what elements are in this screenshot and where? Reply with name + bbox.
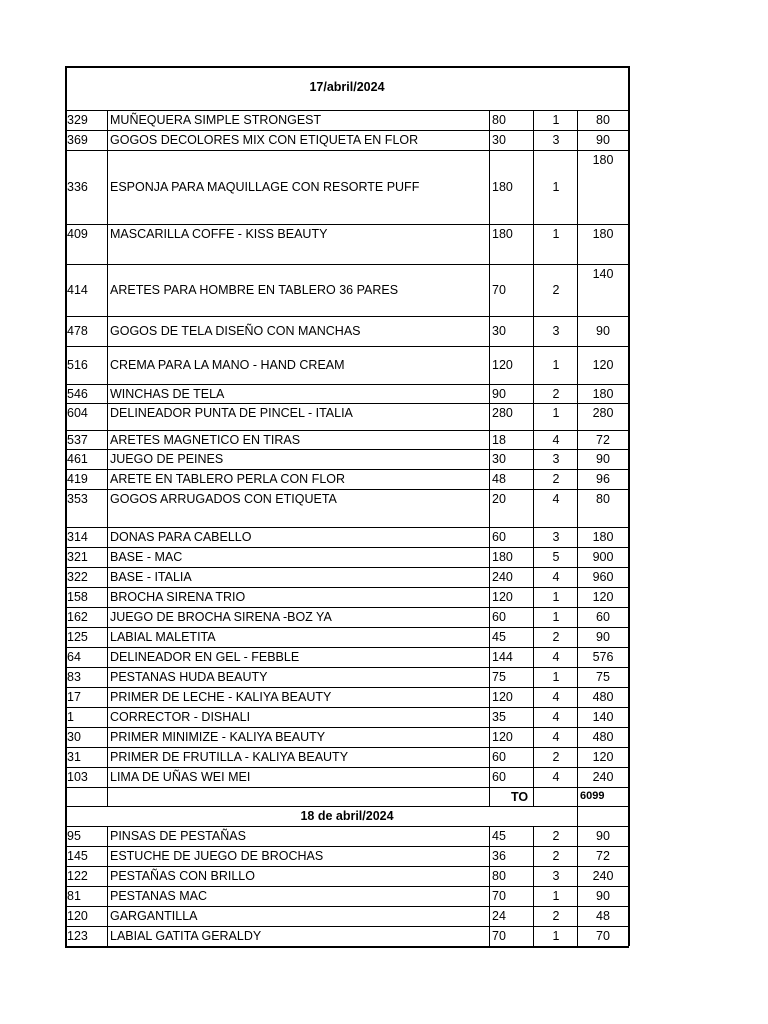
table-row: [65, 449, 629, 469]
cell-qty: 3: [552, 530, 560, 544]
cell-price: 45: [492, 829, 506, 843]
cell-code: 369: [67, 133, 88, 147]
cell-code: 516: [67, 358, 88, 372]
cell-price: 120: [492, 730, 513, 744]
cell-desc: ARETE EN TABLERO PERLA CON FLOR: [110, 472, 346, 486]
row-border: [65, 607, 629, 608]
cell-code: 461: [67, 452, 88, 466]
cell-tot: 80: [596, 113, 610, 127]
cell-code: 546: [67, 387, 88, 401]
table-row: [65, 316, 629, 346]
cell-desc: PINSAS DE PESTAÑAS: [110, 829, 246, 843]
column-divider: [489, 826, 490, 946]
cell-desc: ARETES PARA HOMBRE EN TABLERO 36 PARES: [110, 283, 399, 297]
cell-qty: 2: [552, 387, 560, 401]
table-border-bottom: [65, 946, 629, 948]
row-border: [65, 150, 629, 151]
cell-desc: LABIAL MALETITA: [110, 630, 216, 644]
column-divider: [533, 826, 534, 946]
table-row: [65, 587, 629, 607]
column-divider: [533, 110, 534, 806]
cell-price: 60: [492, 770, 506, 784]
cell-desc: PESTANAS HUDA BEAUTY: [110, 670, 268, 684]
cell-desc: BASE - MAC: [110, 550, 183, 564]
table-row: [65, 926, 629, 946]
row-border: [65, 707, 629, 708]
table-border-top: [65, 66, 629, 68]
cell-qty: 2: [552, 750, 560, 764]
cell-price: 90: [492, 387, 506, 401]
cell-qty: 3: [552, 324, 560, 338]
cell-tot: 72: [596, 433, 610, 447]
cell-desc: MASCARILLA COFFE - KISS BEAUTY: [110, 227, 328, 241]
cell-qty: 1: [552, 406, 560, 420]
cell-desc: WINCHAS DE TELA: [110, 387, 225, 401]
row-border: [65, 926, 629, 927]
cell-qty: 4: [552, 730, 560, 744]
column-divider: [107, 110, 108, 806]
row-border: [65, 469, 629, 470]
cell-code: 95: [67, 829, 81, 843]
cell-tot: 900: [592, 550, 614, 564]
cell-price: 120: [492, 590, 513, 604]
cell-desc: DELINEADOR EN GEL - FEBBLE: [110, 650, 300, 664]
row-border: [65, 489, 629, 490]
table-border-right: [628, 66, 630, 946]
table-row: [65, 826, 629, 846]
row-border: [65, 384, 629, 385]
cell-tot: 70: [596, 929, 610, 943]
cell-desc: LIMA DE UÑAS WEI MEI: [110, 770, 251, 784]
table-row: [65, 264, 629, 316]
table-row: [65, 403, 629, 430]
cell-code: 353: [67, 492, 88, 506]
table-row: [65, 846, 629, 866]
cell-tot: 90: [596, 889, 610, 903]
table-border-left: [65, 66, 67, 946]
cell-tot: 280: [592, 406, 614, 420]
cell-code: 604: [67, 406, 88, 420]
cell-code: 409: [67, 227, 88, 241]
section-title: 18 de abril/2024: [300, 809, 394, 823]
cell-price: 180: [492, 180, 513, 194]
cell-tot: 960: [592, 570, 614, 584]
cell-qty: 4: [552, 690, 560, 704]
cell-price: 180: [492, 227, 513, 241]
cell-desc: CREMA PARA LA MANO - HAND CREAM: [110, 358, 345, 372]
cell-code: 158: [67, 590, 88, 604]
table-row: [65, 430, 629, 449]
cell-code: 120: [67, 909, 88, 923]
cell-tot: 140: [592, 710, 614, 724]
row-border: [65, 316, 629, 317]
cell-tot: 480: [592, 690, 614, 704]
cell-price: 45: [492, 630, 506, 644]
table-row: [65, 607, 629, 627]
table-row: [65, 110, 629, 130]
table-row: [65, 627, 629, 647]
cell-code: 145: [67, 849, 88, 863]
cell-tot: 180: [592, 153, 614, 167]
cell-price: 36: [492, 849, 506, 863]
cell-qty: 3: [552, 452, 560, 466]
cell-desc: JUEGO DE PEINES: [110, 452, 224, 466]
cell-price: 24: [492, 909, 506, 923]
cell-qty: 1: [552, 610, 560, 624]
cell-desc: MUÑEQUERA SIMPLE STRONGEST: [110, 113, 322, 127]
cell-price: 144: [492, 650, 513, 664]
cell-qty: 1: [552, 113, 560, 127]
cell-price: 20: [492, 492, 506, 506]
cell-price: 60: [492, 750, 506, 764]
cell-desc: BASE - ITALIA: [110, 570, 192, 584]
table-row: [65, 346, 629, 384]
cell-qty: 4: [552, 570, 560, 584]
cell-code: 31: [67, 750, 81, 764]
cell-tot: 180: [592, 227, 614, 241]
cell-qty: 1: [552, 889, 560, 903]
cell-code: 162: [67, 610, 88, 624]
cell-desc: ARETES MAGNETICO EN TIRAS: [110, 433, 301, 447]
table-row: [65, 747, 629, 767]
table-row: [65, 866, 629, 886]
cell-desc: PESTANAS MAC: [110, 889, 208, 903]
table-row: [65, 224, 629, 264]
cell-tot: 80: [596, 492, 610, 506]
cell-tot: 48: [596, 909, 610, 923]
column-divider: [489, 110, 490, 806]
cell-desc: CORRECTOR - DISHALI: [110, 710, 251, 724]
cell-code: 419: [67, 472, 88, 486]
cell-desc: JUEGO DE BROCHA SIRENA -BOZ YA: [110, 610, 332, 624]
row-border: [65, 747, 629, 748]
cell-price: 80: [492, 869, 506, 883]
cell-desc: BROCHA SIRENA TRIO: [110, 590, 246, 604]
cell-qty: 2: [552, 909, 560, 923]
cell-qty: 1: [552, 929, 560, 943]
cell-desc: GARGANTILLA: [110, 909, 198, 923]
table-row: [65, 567, 629, 587]
row-border: [65, 110, 629, 111]
cell-code: 81: [67, 889, 81, 903]
cell-price: 75: [492, 670, 506, 684]
cell-code: 83: [67, 670, 81, 684]
cell-code: 122: [67, 869, 88, 883]
cell-tot: 240: [592, 869, 614, 883]
row-border: [65, 767, 629, 768]
cell-tot: 72: [596, 849, 610, 863]
table-row: [65, 727, 629, 747]
cell-tot: 120: [592, 590, 614, 604]
cell-qty: 4: [552, 433, 560, 447]
cell-tot: 96: [596, 472, 610, 486]
cell-qty: 1: [552, 670, 560, 684]
cell-qty: 1: [552, 358, 560, 372]
cell-tot: 120: [592, 358, 614, 372]
cell-qty: 4: [552, 710, 560, 724]
row-border: [65, 346, 629, 347]
cell-tot: 90: [596, 452, 610, 466]
table-row: [65, 469, 629, 489]
row-border: [65, 403, 629, 404]
cell-desc: ESTUCHE DE JUEGO DE BROCHAS: [110, 849, 324, 863]
cell-code: 125: [67, 630, 88, 644]
column-divider: [577, 826, 578, 946]
row-border: [65, 787, 629, 788]
row-border: [65, 587, 629, 588]
cell-code: 64: [67, 650, 81, 664]
cell-qty: 2: [552, 472, 560, 486]
column-divider: [107, 826, 108, 946]
row-border: [65, 886, 629, 887]
cell-code: 336: [67, 180, 88, 194]
cell-code: 123: [67, 929, 88, 943]
cell-price: 30: [492, 452, 506, 466]
cell-desc: DONAS PARA CABELLO: [110, 530, 252, 544]
cell-price: 60: [492, 530, 506, 544]
cell-qty: 3: [552, 869, 560, 883]
cell-desc: GOGOS DE TELA DISEÑO CON MANCHAS: [110, 324, 361, 338]
row-border: [65, 130, 629, 131]
cell-tot: 60: [596, 610, 610, 624]
section-title: 17/abril/2024: [309, 80, 385, 94]
row-border: [65, 866, 629, 867]
cell-price: 70: [492, 283, 506, 297]
cell-qty: 2: [552, 283, 560, 297]
row-border: [65, 687, 629, 688]
table-row: [65, 384, 629, 403]
cell-code: 414: [67, 283, 88, 297]
cell-price: 70: [492, 929, 506, 943]
row-border: [65, 567, 629, 568]
cell-qty: 4: [552, 770, 560, 784]
cell-tot: 90: [596, 133, 610, 147]
cell-price: 30: [492, 133, 506, 147]
cell-desc: GOGOS ARRUGADOS CON ETIQUETA: [110, 492, 337, 506]
cell-code: 322: [67, 570, 88, 584]
table-row: [65, 547, 629, 567]
cell-tot: 240: [592, 770, 614, 784]
cell-desc: PRIMER DE LECHE - KALIYA BEAUTY: [110, 690, 332, 704]
cell-tot: 120: [592, 750, 614, 764]
table-row: [65, 647, 629, 667]
cell-qty: 2: [552, 829, 560, 843]
cell-qty: 4: [552, 650, 560, 664]
column-divider: [577, 806, 578, 826]
cell-price: 280: [492, 406, 513, 420]
cell-desc: ESPONJA PARA MAQUILLAGE CON RESORTE PUFF: [110, 180, 420, 194]
cell-qty: 2: [552, 630, 560, 644]
row-border: [65, 647, 629, 648]
cell-tot: 140: [592, 267, 614, 281]
cell-code: 17: [67, 690, 81, 704]
cell-code: 329: [67, 113, 88, 127]
cell-tot: 480: [592, 730, 614, 744]
row-border: [65, 727, 629, 728]
cell-tot: 90: [596, 324, 610, 338]
cell-price: 18: [492, 433, 506, 447]
cell-tot: 576: [592, 650, 614, 664]
cell-code: 103: [67, 770, 88, 784]
table-row: [65, 527, 629, 547]
table-row: [65, 489, 629, 527]
cell-tot: 180: [592, 387, 614, 401]
cell-price: 30: [492, 324, 506, 338]
row-border: [65, 449, 629, 450]
cell-tot: 180: [592, 530, 614, 544]
cell-code: 537: [67, 433, 88, 447]
total-label: TO: [511, 790, 529, 804]
cell-price: 120: [492, 690, 513, 704]
cell-desc: PRIMER DE FRUTILLA - KALIYA BEAUTY: [110, 750, 349, 764]
cell-code: 478: [67, 324, 88, 338]
cell-tot: 75: [596, 670, 610, 684]
row-border: [65, 826, 629, 827]
column-divider: [577, 110, 578, 806]
table-row: [65, 886, 629, 906]
cell-qty: 1: [552, 180, 560, 194]
cell-price: 240: [492, 570, 513, 584]
row-border: [65, 224, 629, 225]
cell-tot: 90: [596, 630, 610, 644]
table-row: [65, 707, 629, 727]
cell-price: 120: [492, 358, 513, 372]
cell-qty: 4: [552, 492, 560, 506]
cell-desc: LABIAL GATITA GERALDY: [110, 929, 262, 943]
table-row: [65, 767, 629, 787]
cell-price: 180: [492, 550, 513, 564]
table-row: [65, 667, 629, 687]
cell-price: 35: [492, 710, 506, 724]
cell-qty: 2: [552, 849, 560, 863]
cell-desc: PESTAÑAS CON BRILLO: [110, 869, 255, 883]
cell-desc: GOGOS DECOLORES MIX CON ETIQUETA EN FLOR: [110, 133, 419, 147]
cell-price: 70: [492, 889, 506, 903]
row-border: [65, 527, 629, 528]
cell-qty: 5: [552, 550, 560, 564]
row-border: [65, 430, 629, 431]
row-border: [65, 627, 629, 628]
cell-qty: 1: [552, 590, 560, 604]
table-row: [65, 906, 629, 926]
cell-desc: PRIMER MINIMIZE - KALIYA BEAUTY: [110, 730, 326, 744]
total-value: 6099: [580, 790, 605, 802]
cell-price: 80: [492, 113, 506, 127]
row-border: [65, 547, 629, 548]
cell-code: 321: [67, 550, 88, 564]
cell-tot: 90: [596, 829, 610, 843]
cell-qty: 1: [552, 227, 560, 241]
row-border: [65, 264, 629, 265]
cell-price: 48: [492, 472, 506, 486]
cell-code: 1: [67, 710, 74, 724]
row-border: [65, 846, 629, 847]
row-border: [65, 906, 629, 907]
cell-price: 60: [492, 610, 506, 624]
table-row: [65, 687, 629, 707]
row-border: [65, 667, 629, 668]
cell-desc: DELINEADOR PUNTA DE PINCEL - ITALIA: [110, 406, 353, 420]
cell-qty: 3: [552, 133, 560, 147]
table-row: [65, 130, 629, 150]
row-border: [65, 806, 629, 807]
cell-code: 30: [67, 730, 81, 744]
table-row: [65, 150, 629, 224]
cell-code: 314: [67, 530, 88, 544]
